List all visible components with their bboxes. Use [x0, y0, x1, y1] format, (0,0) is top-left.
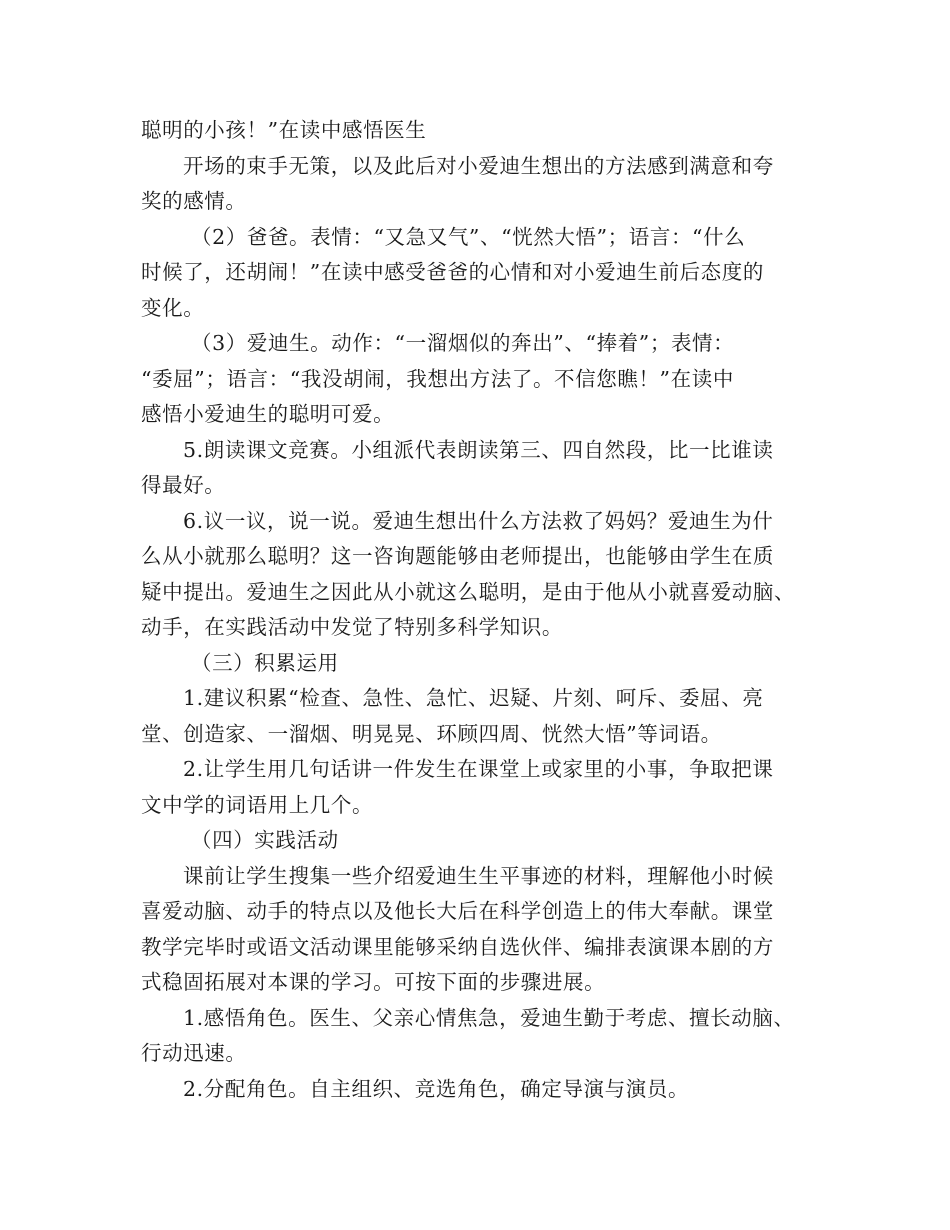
text-line: 奖的感情。	[141, 189, 247, 213]
text-line: 式稳固拓展对本课的学习。可按下面的步骤进展。	[141, 970, 606, 994]
text-line: 动手，在实践活动中发觉了特别多科学知识。	[141, 615, 563, 639]
text-line: 疑中提出。爱迪生之因此从小就这么聪明，是由于他从小就喜爱动脑、	[141, 579, 796, 604]
text-line: 喜爱动脑、动手的特点以及他长大后在科学创造上的伟大奉献。课堂	[141, 899, 774, 923]
text-line: 课前让学生搜集一些介绍爱迪生生平事迹的材料，理解他小时候	[183, 863, 774, 888]
text-line: 感悟小爱迪生的聪明可爱。	[141, 402, 395, 426]
text-line: 得最好。	[141, 473, 226, 497]
text-line: 1.感悟角色。医生、父亲心情焦急，爱迪生勤于考虑、擅长动脑、	[183, 1005, 795, 1030]
text-line: 变化。	[141, 295, 205, 320]
text-line: 行动迅速。	[141, 1041, 247, 1065]
text-line: 6.议一议，说一说。爱迪生想出什么方法救了妈妈？爱迪生为什	[183, 508, 774, 533]
section-heading: （四）实践活动	[191, 828, 339, 852]
text-line: 2.让学生用几句话讲一件发生在课堂上或家里的小事，争取把课	[183, 757, 774, 781]
text-line: 开场的束手无策，以及此后对小爱迪生想出的方法感到满意和夸	[183, 153, 774, 178]
text-line: “委屈”；语言：“我没胡闹，我想出方法了。不信您瞧！”在读中	[141, 366, 734, 391]
text-line: 堂、创造家、一溜烟、明晃晃、环顾四周、恍然大悟”等词语。	[141, 721, 722, 746]
text-line: 时候了，还胡闹！”在读中感受爸爸的心情和对小爱迪生前后态度的	[141, 260, 764, 284]
text-line: 么从小就那么聪明？这一咨询题能够由老师提出，也能够由学生在质	[141, 544, 774, 568]
text-line: 聪明的小孩！”在读中感悟医生	[141, 118, 427, 142]
text-line: 5.朗读课文竞赛。小组派代表朗读第三、四自然段，比一比谁读	[183, 437, 774, 462]
text-line: （3）爱迪生。动作：“一溜烟似的奔出”、“捧着”；表情：	[191, 331, 735, 355]
text-line: 文中学的词语用上几个。	[141, 792, 374, 817]
text-line: （2）爸爸。表情：“又急又气”、“恍然大悟”；语言：“什么	[191, 224, 746, 249]
text-line: 1.建议积累“检查、急性、急忙、迟疑、片刻、呵斥、委屈、亮	[183, 686, 764, 710]
section-heading: （三）积累运用	[191, 650, 339, 675]
text-line: 教学完毕时或语文活动课里能够采纳自选伙伴、编排表演课本剧的方	[141, 934, 774, 959]
text-line: 2.分配角色。自主组织、竞选角色，确定导演与演员。	[183, 1076, 690, 1101]
body-text	[141, 113, 821, 1107]
